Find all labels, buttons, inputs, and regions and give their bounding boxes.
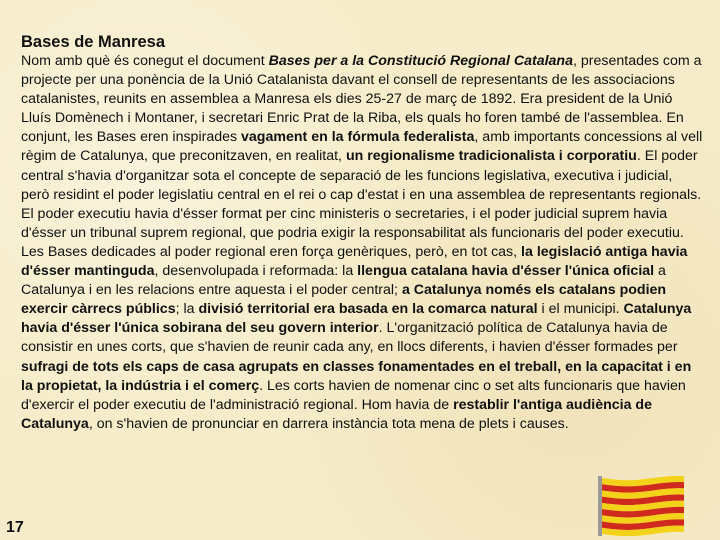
flag-cloth bbox=[602, 476, 684, 536]
text-run: , on s'havien de pronunciar en darrera instància tota mena de plets i causes. bbox=[88, 415, 569, 432]
page-number: 17 bbox=[6, 519, 24, 536]
text-run: . Les corts havien de nomenar cinc o set alts funcionaris que havien d'exercir el poder executiu de l'administració regional. Hom havia de bbox=[21, 377, 686, 413]
senyera-flag-icon bbox=[598, 476, 686, 536]
bold-phrase: vagament en la fórmula federalista bbox=[241, 129, 475, 146]
bold-phrase: la legislació antiga havia d'ésser mantinguda bbox=[21, 243, 688, 280]
text-run: a Catalunya i en les relacions entre aquesta i el poder central; bbox=[21, 263, 666, 299]
bold-phrase: a Catalunya només els catalans podien exercir càrrecs públics bbox=[21, 282, 667, 318]
bold-phrase: restablir l'antiga audiència de Catalunya bbox=[21, 396, 652, 432]
bold-phrase: Catalunya havia d'ésser l'única sobirana del seu govern interior bbox=[21, 301, 692, 337]
text-run: i el municipi. bbox=[537, 301, 624, 318]
bold-phrase: sufragi de tots els caps de casa agrupats en classes fonamentades en el treball, en la capacitat i en la propietat, la indústria i el comerç bbox=[21, 358, 692, 394]
text-run: , amb importants concessions al vell règim de Catalunya, que preconitzaven, en realitat, bbox=[21, 129, 703, 165]
bold-phrase: divisió territorial era basada en la comarca natural bbox=[198, 301, 538, 318]
text-run: , desenvolupada i reformada: la bbox=[154, 263, 358, 280]
text-run: . El poder central s'havia d'organitzar sota el concepte de separació de les funcions legislativa, executiva i judicial, però residint el poder legislatiu central en el rei o cap d'estat i en una assemblea de representants regionals. El poder executiu havia d'ésser format per cinc ministeris o secretaries, i el poder judicial suprem havia d'ésser un tribunal suprem regional, que podria exigir la responsabilitat als funcionaris del poder executiu. Les Bases dedicades al poder regional eren força genèriques, però, en tot cas, bbox=[21, 148, 702, 260]
bold-phrase: llengua catalana havia d'ésser l'única oficial bbox=[357, 263, 655, 280]
page-title: Bases de Manresa bbox=[21, 33, 165, 51]
flag-pole bbox=[598, 476, 602, 536]
text-run: . L'organització política de Catalunya havia de consistir en unes corts, que s'havien de reunir cada any, en llocs diferents, i havien d'ésser formades per bbox=[21, 320, 678, 356]
bold-phrase: un regionalisme tradicionalista i corporatiu bbox=[345, 148, 637, 165]
text-run: ; la bbox=[175, 301, 199, 318]
document-title-emphasis: Bases per a la Constitució Regional Catalana bbox=[268, 53, 573, 69]
text-run: , presentades com a projecte per una ponència de la Unió Catalanista davant el consell de representants de les associacions catalanistes, reunits en assemblea a Manresa els dies 25-27 de març de 1892. Era president de la Unió Lluís Domènech i Montaner, i secretari Enric Prat de la Riba, els quals ho foren també de l'assemblea. En conjunt, les Bases eren inspirades bbox=[21, 53, 702, 146]
body-paragraph bbox=[21, 52, 704, 434]
text-run: Nom amb què és conegut el document bbox=[21, 53, 269, 69]
